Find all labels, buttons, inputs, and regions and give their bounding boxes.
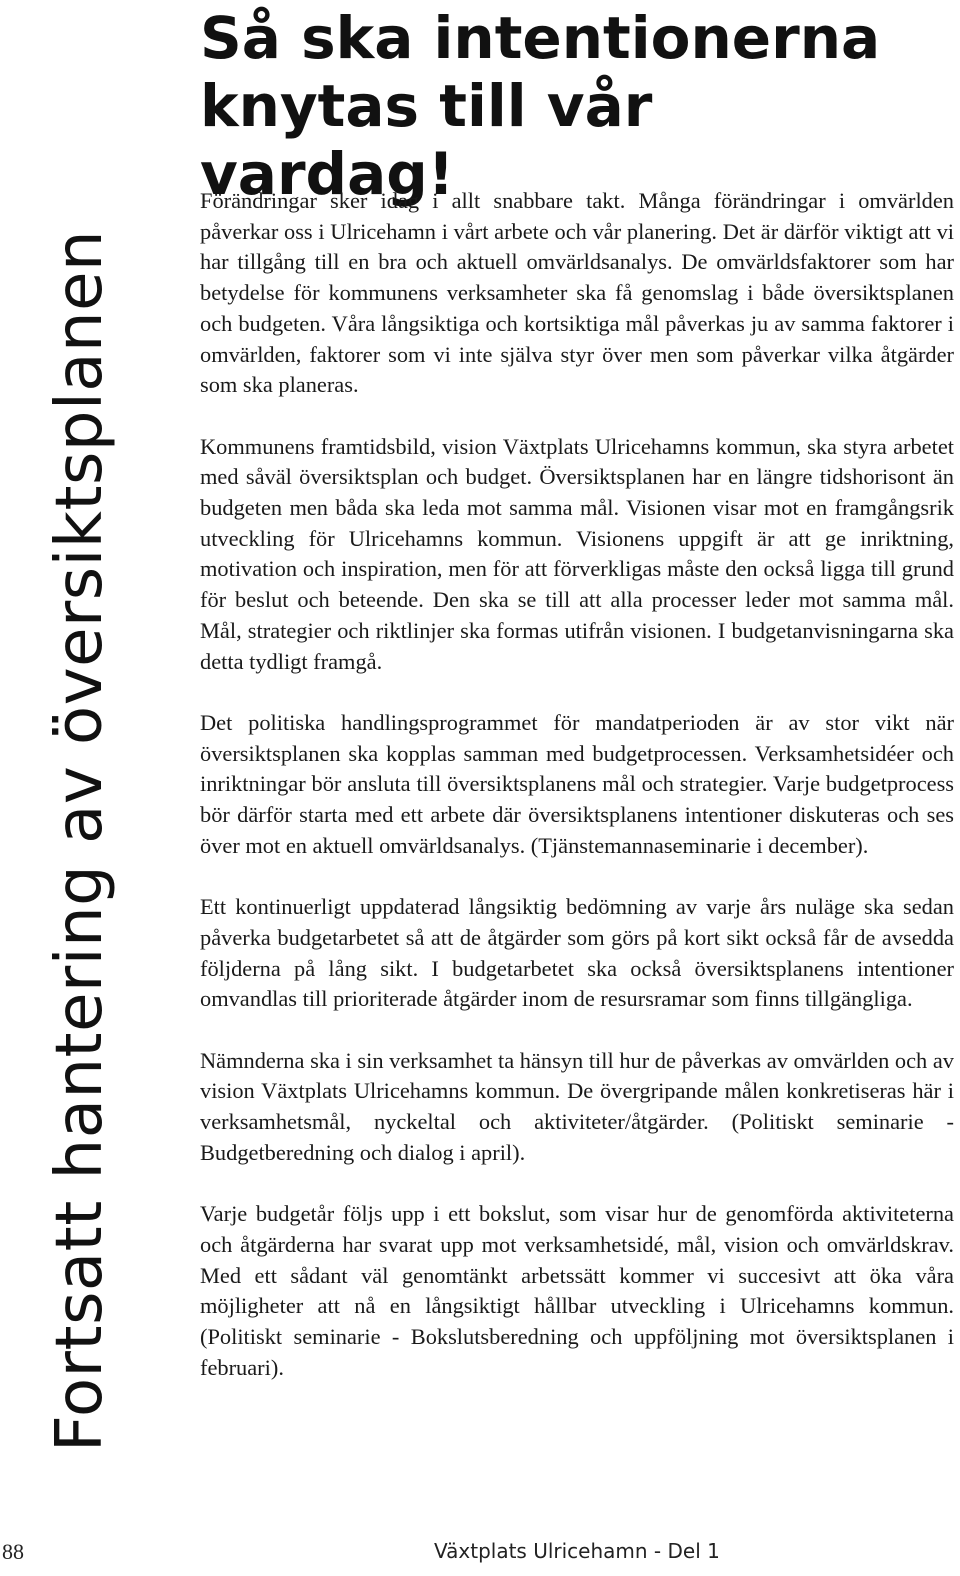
paragraph: Förändringar sker idag i allt snabbare takt. Många förändringar i omvärlden påverkar oss i Ulricehamn i vårt arbete och vår planering. Det är därför viktigt att vi har tillgång till en bra och aktuell omvärldsanalys. De omvärldsfaktorer som har betydelse för kommunens verksamheter ska få genomslag i både översiktsplanen och budgeten. Våra långsiktiga och kortsiktiga mål påverkas ju av samma faktorer i omvärlden, faktorer som vi inte själva styr över men som påverkar vilka åtgärder som ska planeras. — [200, 188, 954, 398]
page-number: 88 — [2, 1539, 24, 1564]
paragraph: Det politiska handlingsprogrammet för mandatperioden är av stor vikt när översiktsplanen ska kopplas samman med budgetprocessen. Verksamhetsidéer och inriktningar bör ansluta till översiktsplanens mål och strategier. Varje budgetprocess bör därför starta med ett arbete där översiktsplanens intentioner diskuteras och ses över mot en aktuell omvärldsanalys. (Tjänstemannaseminarie i december). — [200, 709, 954, 858]
body-text — [200, 186, 954, 1414]
page-heading — [200, 4, 900, 208]
paragraph: Kommunens framtidsbild, vision Växtplats Ulricehamns kommun, ska styra arbetet med såväl översiktsplan och budget. Översiktsplanen har en längre tidshorisont än budgeten men båda ska leda mot samma mål. Visionen visar mot en framgångsrik utveckling för Ulricehamns kommun. Visionens uppgift är att ge inriktning, motivation och inspiration, men för att förverkligas måste den också ligga till grund för beslut och beteende. Den ska se till att alla processer leder mot samma mål. Mål, strategier och riktlinjer ska formas utifrån visionen. I budgetanvisningarna ska detta tydligt framgå. — [200, 433, 954, 674]
paragraph: Ett kontinuerligt uppdaterad långsiktig bedömning av varje års nuläge ska sedan påverka budgetarbetet så att de åtgärder som görs på kort sikt också får de avsedda följderna på lång sikt. I budgetarbetet ska också översiktsplanens intentioner omvandlas till prioriterade åtgärder inom de resursramar som finns tillgängliga. — [200, 894, 954, 1012]
paragraph: Varje budgetår följs upp i ett bokslut, som visar hur de genomförda aktiviteterna och åtgärderna har svarat upp mot verksamhetsidé, mål, vision och omvärldskrav. Med ett sådant väl genomtänkt arbetssätt kommer vi succesivt att öka våra möjligheter att nå en långsiktigt hållbar utveckling i Ulricehamns kommun. (Politiskt seminarie - Bokslutsberedning och uppföljning mot översiktsplanen i februari). — [200, 1201, 954, 1380]
paragraph: Nämnderna ska i sin verksamhet ta hänsyn till hur de påverkas av omvärlden och av vision Växtplats Ulricehamns kommun. De övergripande målen konkretiseras här i verksamhetsmål, nyckeltal och aktiviteter/åtgärder. (Politiskt seminarie - Budgetberedning och dialog i april). — [200, 1047, 954, 1165]
heading-line: knytas till vår vardag! — [200, 72, 653, 208]
heading-line: Så ska intentionerna — [200, 4, 881, 72]
section-side-title: Fortsatt hantering av översiktsplanen — [43, 229, 117, 1452]
footer-publication-title: Växtplats Ulricehamn - Del 1 — [434, 1539, 720, 1563]
